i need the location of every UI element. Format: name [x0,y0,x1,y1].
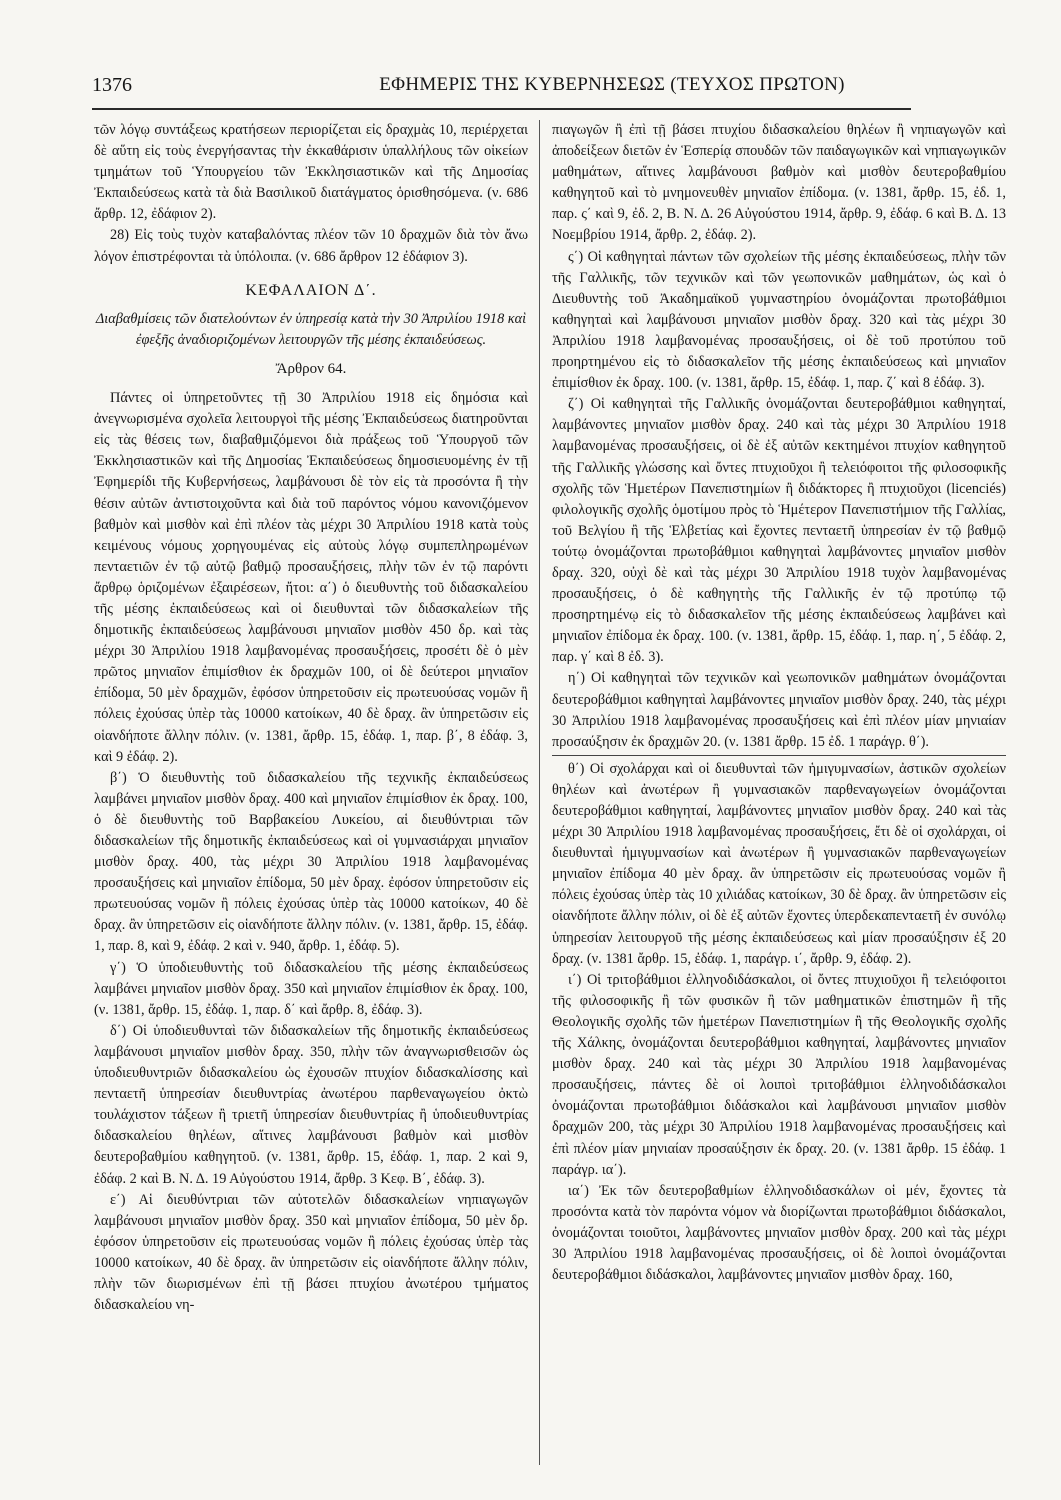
page-header [92,68,911,110]
paragraph: δ΄) Οἱ ὑποδιευθυνταὶ τῶν διδασκαλείων τῆς δημοτικῆς ἐκπαιδεύσεως λαμβάνουσι μηνιαῖον μισθὸν δραχ. 350, πλὴν τῶν ἀναγνωρισθεισῶν ὡς ὑποδιευθυντριῶν διδασκαλείου ὡς ἐχουσῶν πτυχίον διδασκαλίσσης καὶ πενταετῆ ὑπηρεσίαν διευθυντρίας ἀνωτέρου παρθεναγωγείου ὀκτὼ τουλάχιστον τάξεων ἢ τριετῆ ὑπηρεσίαν διευθυντρίας ἢ ὑποδιευθυντρίας διδασκαλείου θηλέων, αἵτινες λαμβάνουσι βαθμὸν καὶ μισθὸν δευτεροβαθμίου καθηγητοῦ. (ν. 1381, ἄρθρ. 15, ἐδάφ. 1, παρ. 2 καὶ 9, ἐδάφ. 2 καὶ Β. Ν. Δ. 19 Αὐγούστου 1914, ἄρθρ. 3 Κεφ. Β΄, ἐδάφ. 3). [94,1022,528,1187]
paragraph: γ΄) Ὁ ὑποδιευθυντὴς τοῦ διδασκαλείου τῆς μέσης ἐκπαιδεύσεως λαμβάνει μηνιαῖον μισθὸν δραχ. 350 καὶ μηνιαῖον ἐπιμίσθιον ἐκ δραχ. 100, (ν. 1381, ἄρθρ. 15, ἐδάφ. 1, παρ. δ΄ καὶ ἄρθρ. 8, ἐδάφ. 3). [94,959,528,1018]
paragraph: ζ΄) Οἱ καθηγηταὶ τῆς Γαλλικῆς ὀνομάζονται δευτεροβάθμιοι καθηγηταί, λαμβάνοντες μηνιαῖον μισθὸν δραχ. 240 καὶ τὰς μέχρι 30 Ἀπριλίου 1918 λαμβανομένας προσαυξήσεις, οἱ δὲ ἐξ αὐτῶν κεκτημένοι πτυχίον καθηγητοῦ τῆς Γαλλικῆς γλώσσης καὶ ὄντες πτυχιοῦχοι ἢ τελειόφοιτοι τῆς φιλοσοφικῆς σχολῆς τῶν Ἡμετέρων Πανεπιστημίων ἢ διδάκτορες ἢ πτυχιοῦχοι (licenciés) φιλολογικῆς σχολῆς ὁμοτίμου πρὸς τὸ Ἡμέτερον Πανεπιστήμιον τῆς Γαλλίας, τοῦ Βελγίου ἢ τῆς Ἑλβετίας καὶ ἔχοντες πενταετῆ ὑπηρεσίαν ἐν τῷ βαθμῷ τούτῳ ὀνομάζονται πρωτοβάθμιοι καθηγηταὶ λαμβάνοντες μηνιαῖον μισθὸν δραχ. 320, οὐχὶ δὲ καὶ τὰς μέχρι 30 Ἀπριλίου 1918 τυχὸν λαμβανομένας προσαυξήσεις, ὁ δὲ καθηγητὴς τῆς Γαλλικῆς ἐν τῷ προτύπῳ τῷ προσηρτημένῳ εἰς τὸ διδασκαλεῖον τῆς μέσης ἐκπαιδεύσεως λαμβάνει καὶ μηνιαῖον ἐπίδομα ἐκ δραχ. 100. (ν. 1381, ἄρθρ. 15, ἐδάφ. 1, παρ. η΄, 5 ἐδάφ. 2, παρ. γ΄ καὶ 8 ἐδ. 3). [552,396,1006,666]
paragraph: ια΄) Ἐκ τῶν δευτεροβαθμίων ἑλληνοδιδασκάλων οἱ μέν, ἔχοντες τὰ προσόντα κατὰ τὸν παρόντα νόμον νὰ διορίζωνται πρωτοβάθμιοι διδάσκαλοι, ὀνομάζονται τοιοῦτοι, λαμβάνοντες μηνιαῖον μισθὸν δραχ. 200 καὶ τὰς μέχρι 30 Ἀπριλίου 1918 λαμβανομένας προσαυξήσεις, οἱ δὲ λοιποὶ ὀνομάζονται δευτεροβάθμιοι διδάσκαλοι, λαμβάνοντες μηνιαῖον μισθὸν δραχ. 160, [552,1182,1006,1284]
paragraph: θ΄) Οἱ σχολάρχαι καὶ οἱ διευθυνταὶ τῶν ἡμιγυμνασίων, ἀστικῶν σχολείων θηλέων καὶ ἀνωτέρων ἢ γυμνασιακῶν παρθεναγωγείων ὀνομάζονται δευτεροβάθμιοι καθηγηταί, λαμβάνοντες μηνιαῖον μισθὸν δραχ. 240 καὶ τὰς μέχρι 30 Ἀπριλίου 1918 λαμβανομένας προσαυξήσεις, ἔτι δὲ οἱ σχολάρχαι, οἱ διευθυνταὶ ἡμιγυμνασίων καὶ ἀνωτέρων ἢ γυμνασιακῶν παρθεναγωγείων μηνιαῖον ἐπίδομα 40 μὲν δραχ. ἂν ὑπηρετῶσιν εἰς πρωτευούσας νομῶν ἢ πόλεις ἐχούσας ὑπὲρ τὰς 10 χιλιάδας κατοίκων, 30 δὲ δραχ. ἂν ὑπηρετῶσιν εἰς οἱανδήποτε ἄλλην πόλιν, οἱ δὲ ἐξ αὐτῶν ἔχοντες ὑπερδεκαπενταετῆ ἐν συνόλῳ ὑπηρεσίαν λειτουργοῦ τῆς μέσης ἐκπαιδεύσεως καὶ μίαν προσαύξησιν ἐξ 20 δραχ. (ν. 1381 ἄρθρ. 15, ἐδάφ. 1, παράγρ. ι΄, ἄρθρ. 9, ἐδάφ. 2). [552,760,1006,967]
paragraph: η΄) Οἱ καθηγηταὶ τῶν τεχνικῶν καὶ γεωπονικῶν μαθημάτων ὀνομάζονται δευτεροβάθμιοι καθηγηταὶ λαμβάνοντες μηνιαῖον μισθὸν δραχ. 240, τὰς μέχρι 30 Ἀπριλίου 1918 λαμβανομένας προσαυξήσεις καὶ ἐπὶ πλέον μίαν μηνιαίαν προσαύξησιν ἐκ δραχμῶν 20. (ν. 1381 ἄρθρ. 15 ἐδ. 1 παράγρ. θ΄). [552,670,1006,750]
paragraph: τῶν λόγῳ συντάξεως κρατήσεων περιορίζεται εἰς δραχμὰς 10, περιέρχεται δὲ αὕτη εἰς τοὺς ἐνεργήσαντας τὴν ἐκκαθάρισιν ὑπαλλήλους τῶν οἰκείων τμημάτων τοῦ Ὑπουργείου τῶν Ἐκκλησιαστικῶν καὶ τῆς Δημοσίας Ἐκπαιδεύσεως κατὰ τὰ διὰ Βασιλικοῦ διατάγματος ὁρισθησόμενα. (ν. 686 ἄρθρ. 12, ἐδάφιον 2). [94,122,528,223]
left-column [94,120,528,1465]
paragraph: ς΄) Οἱ καθηγηταὶ πάντων τῶν σχολείων τῆς μέσης ἐκπαιδεύσεως, πλὴν τῶν τῆς Γαλλικῆς, τῶν τεχνικῶν καὶ τῶν γεωπονικῶν μαθημάτων, ὡς καὶ ὁ Διευθυντὴς τοῦ Ἀκαδημαϊκοῦ γυμναστηρίου ὀνομάζονται πρωτοβάθμιοι καθηγηταὶ καὶ λαμβάνουσι μηνιαῖον μισθὸν δραχ. 320 καὶ τὰς μέχρι 30 Ἀπριλίου 1918 λαμβανομένας προσαυξήσεις, οἱ δὲ τοῦ προτύπου τοῦ προηρτημένου εἰς τὸ διδασκαλεῖον τῆς μέσης ἐκπαιδεύσεως καὶ μηνιαῖον ἐπιμίσθιον ἐκ δραχ. 100. (ν. 1381, ἄρθρ. 15, ἐδάφ. 1, παρ. ζ΄ καὶ 8 ἐδάφ. 3). [552,248,1006,392]
right-column [552,120,1006,1465]
chapter-heading: ΚΕΦΑΛΑΙΟΝ Δ΄. [245,281,377,299]
column-divider [539,120,540,1465]
paragraph: Πάντες οἱ ὑπηρετοῦντες τῇ 30 Ἀπριλίου 1918 εἰς δημόσια καὶ ἀνεγνωρισμένα σχολεῖα λειτουργοὶ τῆς μέσης Ἐκπαιδεύσεως διατηροῦνται εἰς τὰς θέσεις των, διαβαθμιζόμενοι διὰ πράξεως τοῦ Ὑπουργοῦ τῶν Ἐκκλησιαστικῶν καὶ τῆς Δημοσίας Ἐκπαιδεύσεως δημοσιευομένης ἐν τῇ Ἐφημερίδι τῆς Κυβερνήσεως, λαμβάνουσι δὲ τὸν εἰς τὰ προσόντα ἢ τὴν θέσιν αὐτῶν ἀντιστοιχοῦντα καὶ διὰ τοῦ παρόντος νόμου κανονιζόμενον βαθμὸν καὶ μισθὸν καὶ ἐπὶ πλέον τὰς μέχρι 30 Ἀπριλίου 1918 κατὰ τοὺς κειμένους νόμους χορηγουμένας εἰς αὐτοὺς λόγῳ συμπεπληρωμένων πενταετιῶν ἐν τῷ αὐτῷ βαθμῷ προσαυξήσεις, πλὴν τῶν ἐν τῷ παρόντι ἄρθρῳ ὁριζομένων ἐξαιρέσεων, ἤτοι: α΄) ὁ διευθυντὴς τοῦ διδασκαλείου τῆς μέσης ἐκπαιδεύσεως καὶ οἱ διευθυνταὶ τῶν διδασκαλείων τῆς δημοτικῆς ἐκπαιδεύσεως λαμβάνουσι μηνιαῖον μισθὸν 450 δρ. καὶ τὰς μέχρι 30 Ἀπριλίου 1918 λαμβανομένας προσαυξήσεις, προσέτι δὲ ὁ μὲν πρῶτος μηνιαῖον ἐπιμίσθιον ἐκ δραχμῶν 100, οἱ δὲ δεύτεροι μηνιαῖον ἐπίδομα, 50 μὲν δραχμῶν, ἐφόσον ὑπηρετοῦσιν εἰς πρωτευούσας νομῶν ἢ πόλεις ἐχούσας ὑπὲρ τὰς 10000 κατοίκων, 40 δὲ δραχ. ἂν ὑπηρετῶσιν εἰς οἱανδήποτε ἄλλην πόλιν. (ν. 1381, ἄρθρ. 15, ἐδάφ. 1, παρ. β΄, 8 ἐδάφ. 3, καὶ 9 ἐδάφ. 2). [94,390,528,765]
paragraph: ε΄) Αἱ διευθύντριαι τῶν αὐτοτελῶν διδασκαλείων νηπιαγωγῶν λαμβάνουσι μηνιαῖον μισθὸν δραχ. 350 καὶ μηνιαῖον ἐπίδομα, 50 μὲν δρ. ἐφόσον ὑπηρετοῦσιν εἰς πρωτευούσας νομῶν ἢ πόλεις ἐχούσας ὑπὲρ τὰς 10000 κατοίκων, 40 δὲ δραχ. ἂν ὑπηρετῶσιν εἰς οἱανδήποτε ἄλλην πόλιν, πλὴν τῶν διωρισμένων ἐπὶ τῇ βάσει πτυχίου ἀνωτέρου τμήματος διδασκαλείου νη- [94,1191,528,1314]
article-heading: Ἄρθρον 64. [275,360,347,377]
chapter-subtitle: Διαβαθμίσεις τῶν διατελούντων ἐν ὑπηρεσίᾳ κατὰ τὴν 30 Ἀπριλίου 1918 καὶ ἐφεξῆς ἀναδιοριζομένων λειτουργῶν τῆς μέσης ἐκπαιδεύσεως. [95,310,527,348]
section-rule [552,755,1006,756]
paragraph: β΄) Ὁ διευθυντὴς τοῦ διδασκαλείου τῆς τεχνικῆς ἐκπαιδεύσεως λαμβάνει μηνιαῖον μισθὸν δραχ. 400 καὶ μηνιαῖον ἐπιμίσθιον ἐκ δραχ. 100, ὁ δὲ διευθυντὴς τοῦ Βαρβακείου Λυκείου, αἱ διευθύντριαι τῶν διδασκαλείων τῆς δημοτικῆς ἐκπαιδεύσεως καὶ οἱ γυμνασιάρχαι μηνιαῖον μισθὸν δραχ. 400, τὰς μέχρι 30 Ἀπριλίου 1918 λαμβανομένας προσαυξήσεις καὶ μηνιαῖον ἐπίδομα, 50 μὲν δραχ. ἐφόσον ὑπηρετοῦσιν εἰς πρωτευούσας νομῶν ἢ πόλεις ἐχούσας ὑπὲρ τὰς 10000 κατοίκων, 40 δὲ δραχ. ἂν ὑπηρετῶσιν εἰς οἱανδήποτε ἄλλην πόλιν. (ν. 1381, ἄρθρ. 15, ἐδάφ. 1, παρ. 8, καὶ 9, ἐδάφ. 2 καὶ ν. 940, ἄρθρ. 1, ἐδάφ. 5). [94,769,528,955]
paragraph: ι΄) Οἱ τριτοβάθμιοι ἑλληνοδιδάσκαλοι, οἱ ὄντες πτυχιοῦχοι ἢ τελειόφοιτοι τῆς φιλοσοφικῆς ἢ τῶν φυσικῶν ἢ τῶν μαθηματικῶν ἐπιστημῶν ἢ τῆς Θεολογικῆς σχολῆς τῶν ἡμετέρων Πανεπιστημίων ἢ τῆς Θεολογικῆς σχολῆς τῆς Χάλκης, ὀνομάζονται δευτεροβάθμιοι καθηγηταί, λαμβάνοντες μηνιαῖον μισθὸν δραχ. 240 καὶ τὰς μέχρι 30 Ἀπριλίου 1918 λαμβανομένας προσαυξήσεις, πάντες δὲ οἱ λοιποὶ τριτοβάθμιοι ἑλληνοδιδάσκαλοι ὀνομάζονται πρωτοβάθμιοι διδάσκαλοι καὶ λαμβάνουσι μηνιαῖον μισθὸν δραχμῶν 200, τὰς μέχρι 30 Ἀπριλίου 1918 λαμβανομένας προσαυξήσεις καὶ ἐπὶ πλέον μίαν μηνιαίαν προσαύξησιν ἐκ δραχ. 20. (ν. 1381 ἄρθρ. 15 ἐδάφ. 1 παράγρ. ια΄). [552,971,1006,1178]
paragraph: πιαγωγῶν ἢ ἐπὶ τῇ βάσει πτυχίου διδασκαλείου θηλέων ἢ νηπιαγωγῶν καὶ ἀποδείξεων διετῶν ἐν Ἑσπερίᾳ σπουδῶν τῶν παιδαγωγικῶν καὶ νηπιαγωγικῶν μαθημάτων, αἵτινες λαμβάνουσι βαθμὸν καὶ μισθὸν δευτεροβαθμίου καθηγητοῦ καὶ τὸ μνημονευθὲν μηνιαῖον ἐπίδομα. (ν. 1381, ἄρθρ. 15, ἐδ. 1, παρ. ς΄ καὶ 9, ἐδ. 2, Β. Ν. Δ. 26 Αὐγούστου 1914, ἄρθρ. 9, ἐδάφ. 6 καὶ Β. Δ. 13 Νοεμβρίου 1914, ἄρθρ. 2, ἐδάφ. 2). [552,122,1006,244]
page-number: 1376 [92,74,132,96]
paragraph: 28) Εἰς τοὺς τυχὸν καταβαλόντας πλέον τῶν 10 δραχμῶν διὰ τὸν ἄνω λόγον ἐπιστρέφονται τὰ ὑπόλοιπα. (ν. 686 ἄρθρον 12 ἐδάφιον 3). [94,227,528,265]
running-title: ΕΦΗΜΕΡΙΣ ΤΗΣ ΚΥΒΕΡΝΗΣΕΩΣ (ΤΕΥΧΟΣ ΠΡΩΤΟΝ) [379,74,845,95]
